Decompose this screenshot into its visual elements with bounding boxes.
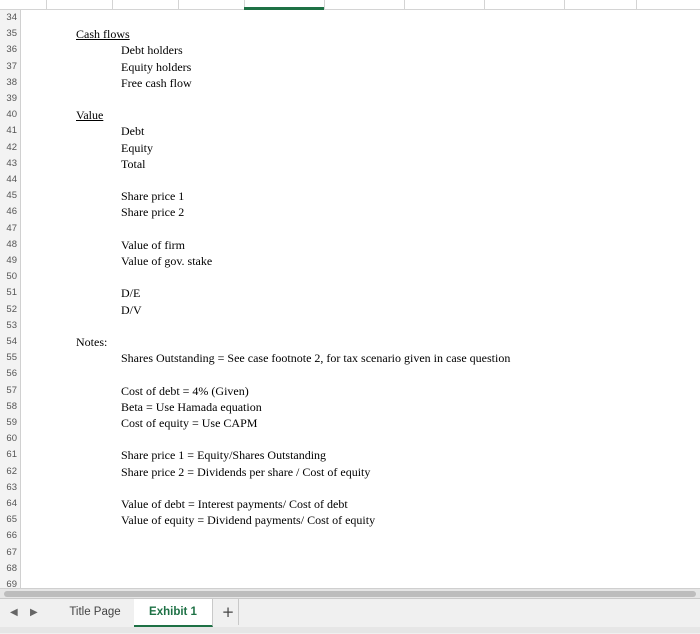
column-divider [324,0,325,9]
row-number[interactable]: 52 [6,303,17,315]
cell-note-value-of-debt[interactable]: Value of debt = Interest payments/ Cost of debt [121,497,348,511]
row-number[interactable]: 36 [6,44,17,56]
row-number[interactable]: 45 [6,190,17,202]
cell-d-e[interactable]: D/E [121,286,141,301]
cell-note-beta[interactable]: Beta = Use Hamada equation [121,399,262,414]
row-number[interactable]: 66 [6,530,17,542]
row-number[interactable]: 64 [6,498,17,509]
cell-share-price-1[interactable]: Share price 1 [121,189,185,204]
tab-exhibit-1[interactable]: Exhibit 1 [134,599,213,627]
row-number[interactable]: 58 [6,400,17,412]
cell-note-value-of-equity[interactable]: Value of equity = Dividend payments/ Cost of equity [121,513,376,528]
cell-value-heading[interactable]: Value [76,108,104,123]
column-header-strip [0,0,700,10]
row-number[interactable]: 59 [6,417,17,428]
cell-note-cost-of-debt[interactable]: Cost of debt = 4% (Given) [121,383,249,398]
cell-note-shares-outstanding[interactable]: Shares Outstanding = See case footnote 2, for tax scenario given in case question [121,351,511,366]
row-number[interactable]: 67 [6,546,17,558]
column-divider [404,0,405,9]
row-number[interactable]: 34 [6,12,17,23]
cell-value-of-firm[interactable]: Value of firm [121,237,185,252]
row-number[interactable]: 37 [6,60,17,72]
row-number[interactable]: 42 [6,141,17,153]
row-number[interactable]: 65 [6,514,17,526]
row-number[interactable]: 35 [6,28,17,40]
cell-share-price-2[interactable]: Share price 2 [121,205,185,220]
status-strip [0,627,700,633]
column-divider [484,0,485,9]
row-number[interactable]: 63 [6,481,17,493]
row-number[interactable]: 48 [6,238,17,250]
row-number[interactable]: 55 [6,352,17,364]
row-number[interactable]: 61 [6,449,17,461]
row-number[interactable]: 47 [6,222,17,234]
row-number[interactable]: 57 [6,384,17,396]
row-number[interactable]: 41 [6,125,17,137]
row-number[interactable]: 51 [6,287,17,299]
cell-equity-holders[interactable]: Equity holders [121,59,192,74]
row-number[interactable]: 40 [6,109,17,121]
cell-cash-flows-heading[interactable]: Cash flows [76,27,130,42]
row-number[interactable]: 62 [6,465,17,477]
row-number[interactable]: 54 [6,336,17,347]
row-number[interactable]: 44 [6,174,17,185]
cell-total[interactable]: Total [121,156,146,171]
cell-note-share-price-1[interactable]: Share price 1 = Equity/Shares Outstanding [121,448,327,463]
cell-equity[interactable]: Equity [121,140,153,155]
column-divider [178,0,179,9]
column-divider [564,0,565,9]
column-divider [636,0,637,9]
row-number[interactable]: 50 [6,271,17,283]
row-number[interactable]: 43 [6,157,17,169]
column-divider [46,0,47,9]
cell-debt-holders[interactable]: Debt holders [121,43,183,58]
row-number[interactable]: 39 [6,93,17,104]
cell-note-cost-of-equity[interactable]: Cost of equity = Use CAPM [121,416,258,430]
add-sheet-icon[interactable]: + [218,599,239,625]
row-number[interactable]: 49 [6,255,17,266]
scrollbar-thumb[interactable] [4,591,696,597]
row-number[interactable]: 46 [6,206,17,218]
cell-d-v[interactable]: D/V [121,302,142,317]
row-number[interactable]: 38 [6,76,17,88]
row-number[interactable]: 56 [6,368,17,380]
tab-title-page[interactable]: Title Page [56,599,135,625]
cell-free-cash-flow[interactable]: Free cash flow [121,75,192,90]
cell-notes-heading[interactable]: Notes: [76,335,108,349]
cell-value-of-gov-stake[interactable]: Value of gov. stake [121,254,213,268]
cell-debt[interactable]: Debt [121,124,145,139]
row-number[interactable]: 68 [6,562,17,574]
cell-note-share-price-2[interactable]: Share price 2 = Dividends per share / Cost of equity [121,464,371,479]
prev-sheet-icon[interactable]: ◀ [10,607,18,618]
row-number[interactable]: 69 [6,579,17,588]
row-number[interactable]: 60 [6,433,17,445]
active-column-indicator [244,7,324,10]
next-sheet-icon[interactable]: ▶ [30,607,38,618]
row-header-gutter [0,10,21,588]
column-divider [112,0,113,9]
row-number[interactable]: 53 [6,319,17,331]
